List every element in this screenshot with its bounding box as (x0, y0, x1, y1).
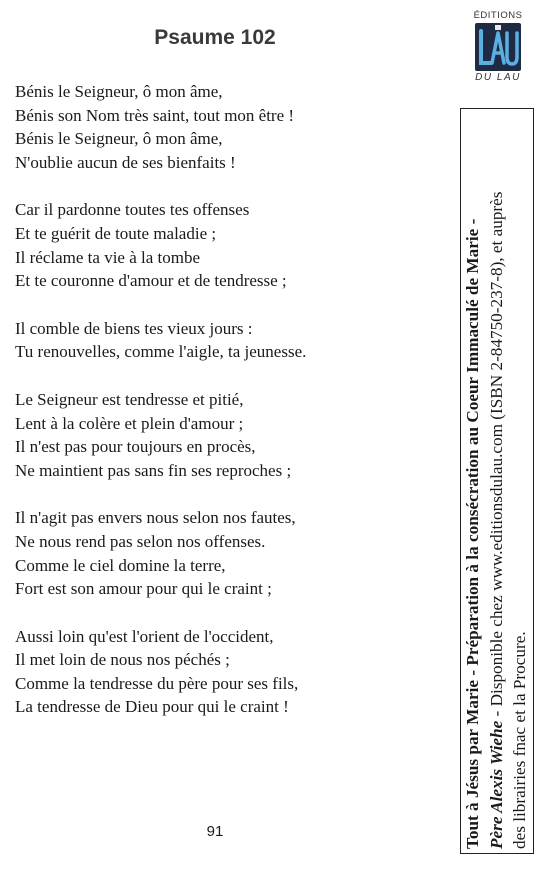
verse-line: Lent à la colère et plein d'amour ; (15, 413, 244, 433)
book-author: Père Alexis Wiehe (486, 720, 506, 849)
stanza (15, 506, 435, 600)
book-stores-line: des librairies fnac et la Procure. (510, 631, 529, 849)
verse-line: Il n'agit pas envers nous selon nos fautes, (15, 508, 296, 528)
stanza (15, 80, 435, 174)
page-number: 91 (206, 823, 224, 840)
verse-line: Il comble de biens tes vieux jours : (15, 318, 253, 338)
verse-line: Comme le ciel domine la terre, (15, 555, 226, 575)
verse-line: Bénis son Nom très saint, tout mon être ! (15, 105, 295, 125)
book-title-line: Tout à Jésus par Marie - Préparation à la consécration au Coeur Immaculé de Marie - (463, 218, 482, 849)
verse-line: Bénis le Seigneur, ô mon âme, (15, 82, 223, 101)
logo-lau-mark-icon (475, 23, 521, 71)
verse-line: Et te guérit de toute maladie ; (15, 223, 217, 243)
verse-line: Aussi loin qu'est l'orient de l'occident, (15, 626, 274, 646)
verse-line: Car il pardonne toutes tes offenses (15, 200, 250, 220)
verse-line: La tendresse de Dieu pour qui le craint ! (15, 697, 289, 717)
book-reference-box (460, 108, 534, 854)
stanza (15, 317, 435, 364)
book-author-line (485, 111, 509, 849)
book-availability: - Disponible chez www.editionsdulau.com (ISBN 2-84750-237-8), et auprès (486, 191, 506, 721)
verse-line: Bénis le Seigneur, ô mon âme, (15, 129, 223, 149)
verse-line: Ne maintient pas sans fin ses reproches ; (15, 460, 292, 480)
book-reference-text (461, 111, 533, 853)
stanza (15, 625, 435, 719)
publisher-logo (462, 10, 534, 88)
verse-line: Il réclame ta vie à la tombe (15, 247, 201, 267)
stanza (15, 198, 435, 292)
verse-line: Ne nous rend pas selon nos offenses. (15, 531, 266, 551)
logo-top-text: ÉDITIONS (473, 10, 523, 21)
verse-line: Il n'est pas pour toujours en procès, (15, 437, 256, 457)
verse-line: Et te couronne d'amour et de tendresse ; (15, 271, 287, 291)
verse-line: N'oublie aucun de ses bienfaits ! (15, 152, 236, 172)
verse-line: Comme la tendresse du père pour ses fils, (15, 673, 299, 693)
psalm-text (15, 80, 435, 743)
logo-bottom-text: DU LAU (475, 72, 521, 83)
verse-line: Tu renouvelles, comme l'aigle, ta jeunesse. (15, 342, 307, 362)
verse-line: Fort est son amour pour qui le craint ; (15, 579, 272, 599)
verse-line: Il met loin de nous nos péchés ; (15, 650, 230, 670)
verse-line: Le Seigneur est tendresse et pitié, (15, 389, 244, 409)
page-title: Psaume 102 (154, 26, 276, 49)
logo-emblem (475, 23, 521, 71)
stanza (15, 388, 435, 482)
